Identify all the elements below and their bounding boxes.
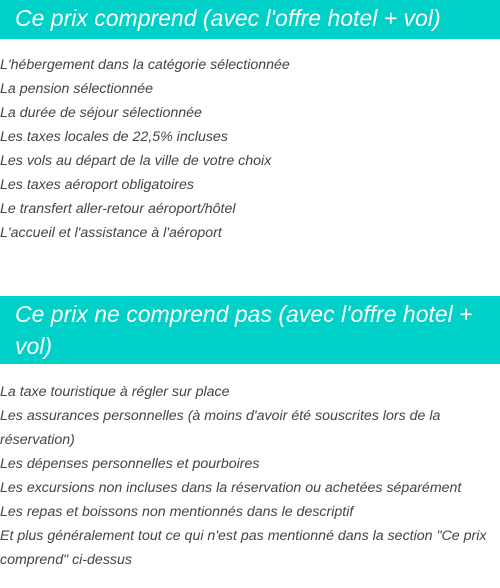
list-item: La pension sélectionnée [0,81,154,97]
list-item: La taxe touristique à régler sur place [0,384,230,400]
list-item: Le transfert aller-retour aéroport/hôtel [0,201,236,217]
list-item: Les taxes aéroport obligatoires [0,177,195,193]
list-item: Les vols au départ de la ville de votre choix [0,153,272,169]
list-item: La durée de séjour sélectionnée [0,105,202,121]
list-item: Les dépenses personnelles et pourboires [0,456,260,472]
excludes-section-title: Ce prix ne comprend pas (avec l'offre hotel + vol) [0,296,500,364]
list-item: Les taxes locales de 22,5% incluses [0,129,228,145]
includes-list [0,53,492,245]
list-item: L'hébergement dans la catégorie sélectionnée [0,57,290,73]
list-item: Les assurances personnelles (à moins d'avoir été souscrites lors de la réservation) [0,408,441,448]
list-item: L'accueil et l'assistance à l'aéroport [0,225,222,241]
excludes-list [0,380,492,572]
list-item: Les repas et boissons non mentionnés dans le descriptif [0,504,354,520]
list-item: Et plus généralement tout ce qui n'est pas mentionné dans la section "Ce prix comprend" ci-dessus [0,528,487,568]
list-item: Les excursions non incluses dans la réservation ou achetées séparément [0,480,462,496]
includes-section-title: Ce prix comprend (avec l'offre hotel + vol) [0,0,500,39]
